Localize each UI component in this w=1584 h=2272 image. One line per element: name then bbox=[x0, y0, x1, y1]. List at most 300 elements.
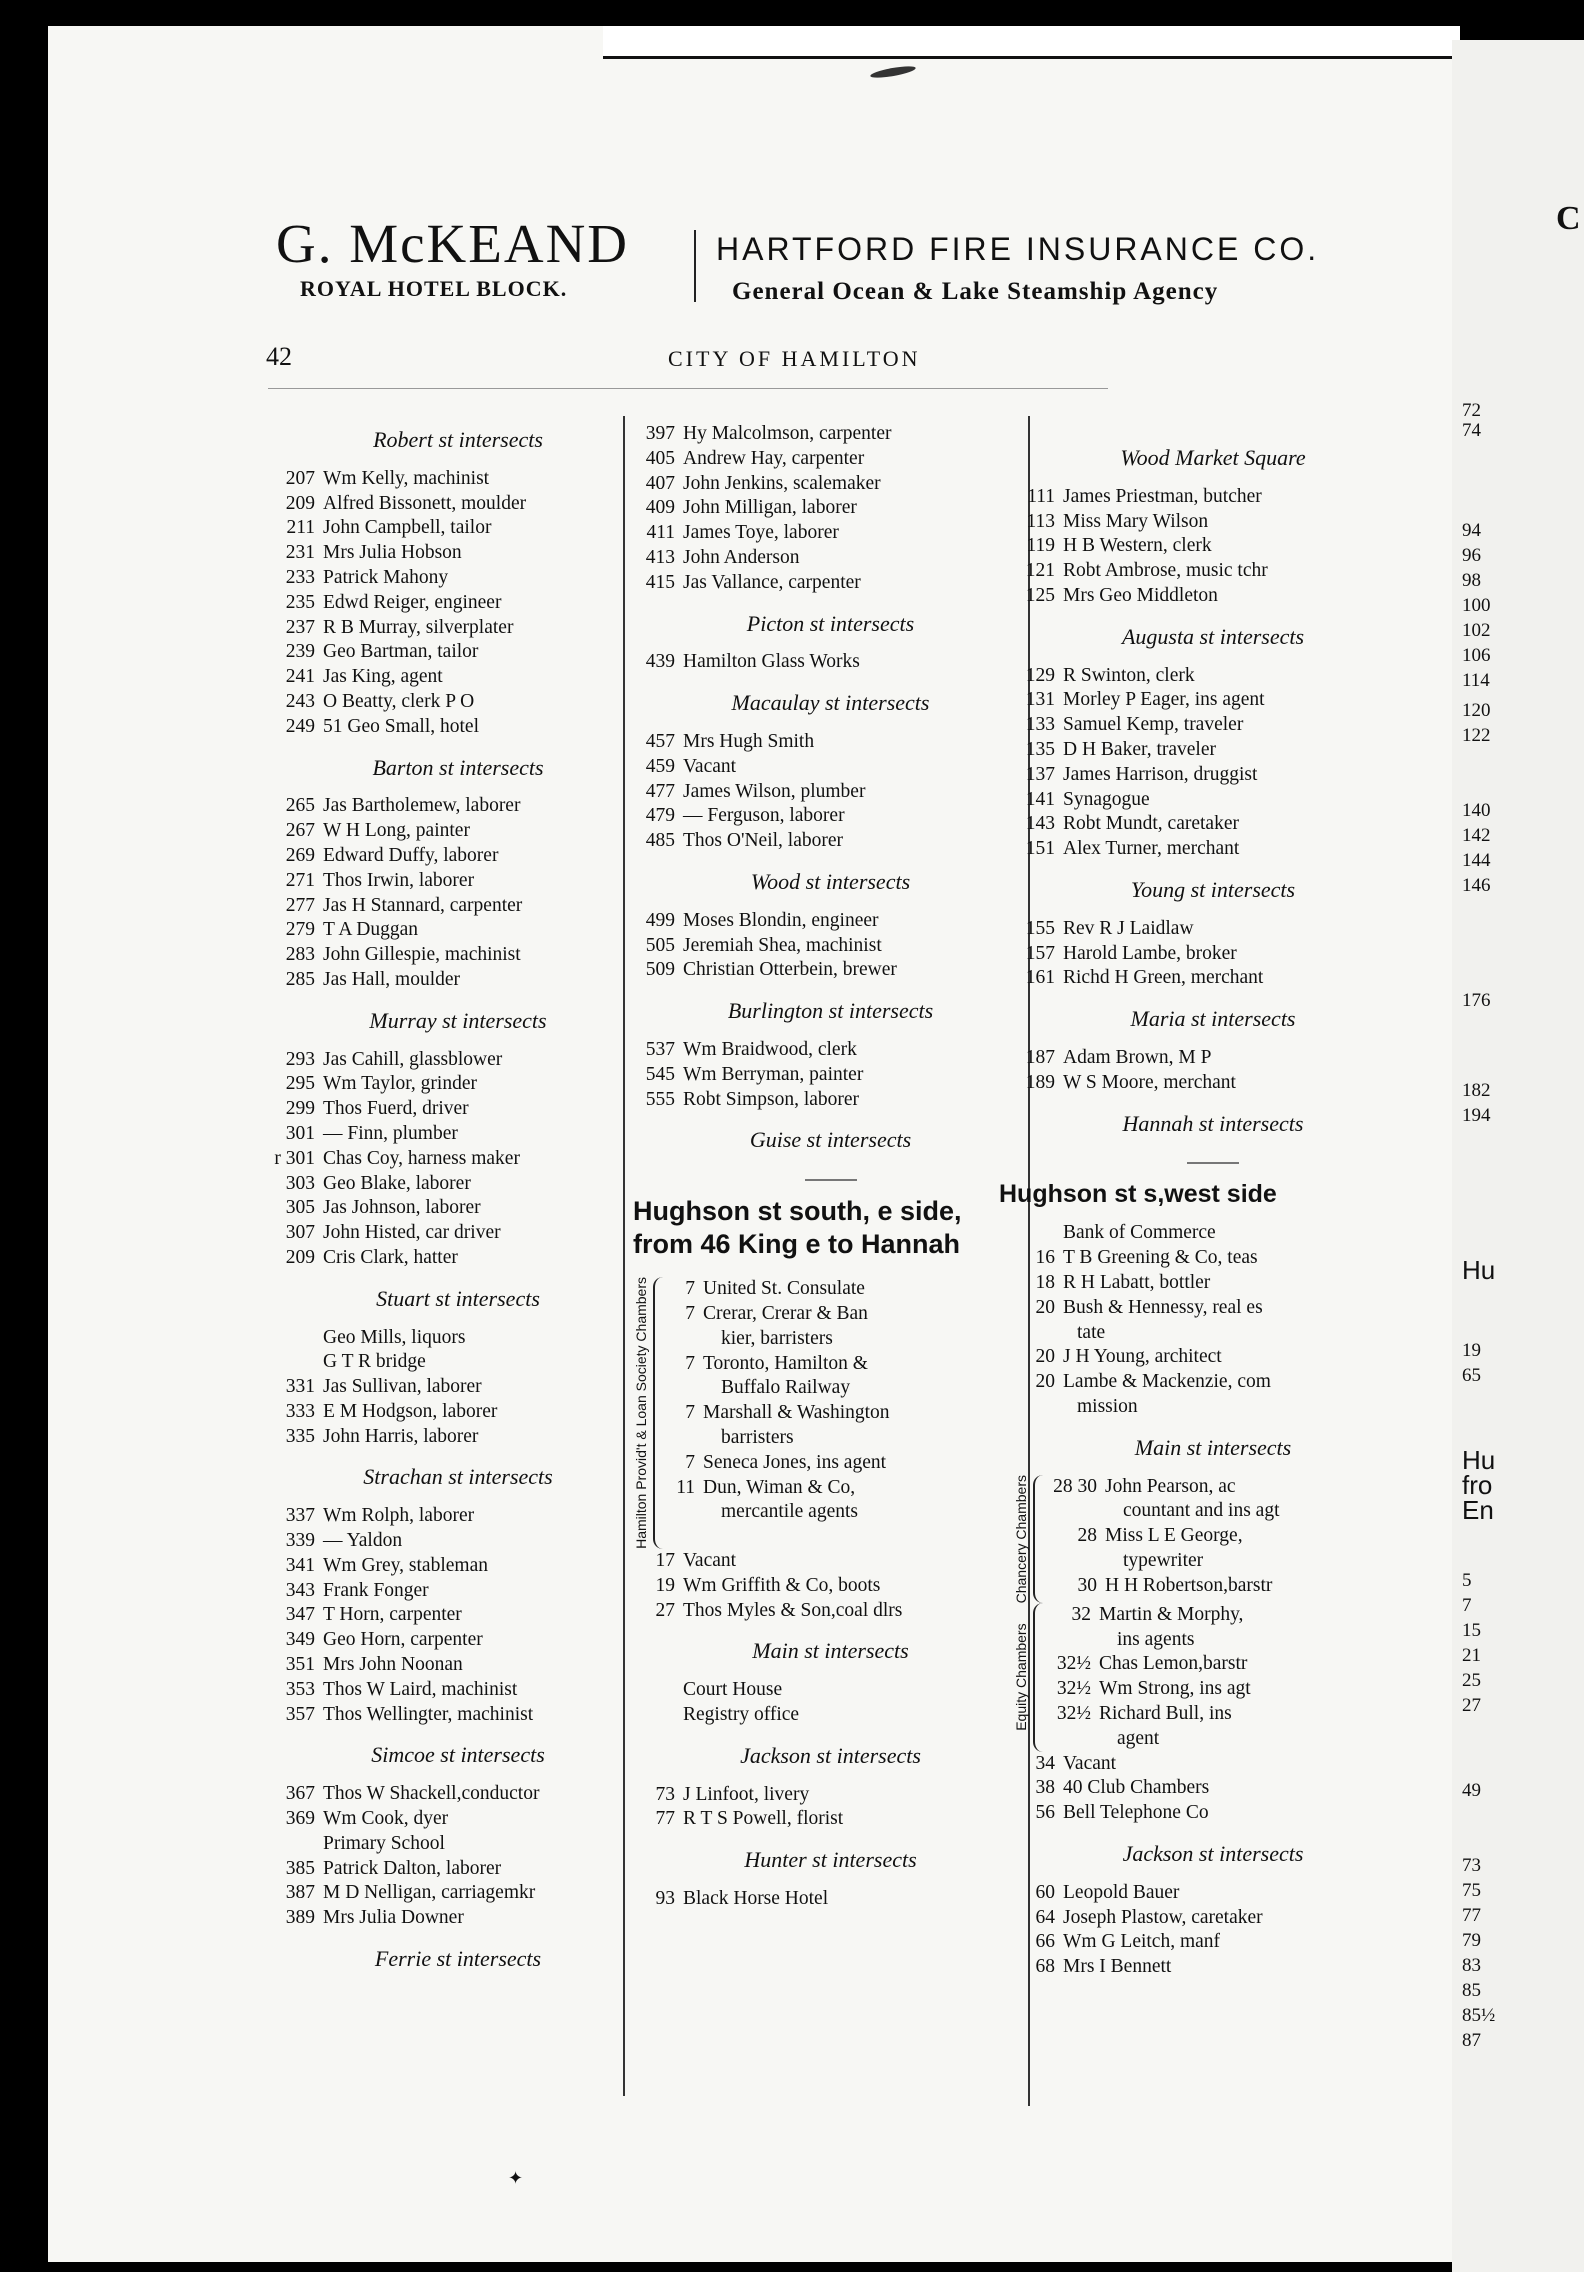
bracket-entry bbox=[671, 1401, 890, 1426]
facing-page-fragment: 79 bbox=[1462, 1930, 1481, 1951]
entry-text: 40 Club Chambers bbox=[1063, 1777, 1210, 1799]
listing-entry bbox=[633, 730, 1028, 755]
facing-page-fragment: 194 bbox=[1462, 1105, 1491, 1126]
entry-text: T Horn, carpenter bbox=[323, 1604, 462, 1626]
section-title-hughson-east: Hughson st south, e side, from 46 King e to Hannah bbox=[633, 1196, 962, 1260]
street-heading: Guise st intersects bbox=[749, 1127, 912, 1153]
house-number: 60 bbox=[1035, 1881, 1055, 1903]
entry-text: Court House bbox=[683, 1679, 783, 1701]
house-number: 16 bbox=[1035, 1247, 1055, 1269]
house-number: 66 bbox=[1035, 1931, 1055, 1953]
house-number: 409 bbox=[645, 497, 675, 519]
entry-text: countant and ins agt bbox=[1123, 1500, 1280, 1522]
listing-entry bbox=[273, 492, 643, 517]
advertiser-name: G. McKEAND bbox=[276, 213, 630, 274]
listing-entry bbox=[1013, 664, 1413, 689]
listing-entry bbox=[1013, 713, 1413, 738]
section-title-hughson-west: Hughson st s,west side bbox=[999, 1180, 1277, 1209]
listing-entry bbox=[633, 755, 1028, 780]
entry-text: Wm Grey, stableman bbox=[323, 1554, 488, 1576]
house-number: 20 bbox=[1035, 1371, 1055, 1393]
entry-text: Geo Blake, laborer bbox=[323, 1172, 471, 1194]
house-number: 32 bbox=[1071, 1603, 1091, 1625]
entry-text: Thos O'Neil, laborer bbox=[683, 830, 844, 852]
listing-entry bbox=[1013, 559, 1413, 584]
house-number: 28 30 bbox=[1053, 1475, 1097, 1497]
facing-page-fragment: 65 bbox=[1462, 1365, 1481, 1386]
chancery-chambers bbox=[1013, 1475, 1413, 1603]
entry-text: J Linfoot, livery bbox=[683, 1783, 810, 1805]
entry-text: Bell Telephone Co bbox=[1063, 1802, 1209, 1824]
listing-entry bbox=[273, 467, 643, 492]
house-number: 20 bbox=[1035, 1346, 1055, 1368]
house-number: 231 bbox=[285, 542, 315, 564]
entry-text: O Beatty, clerk P O bbox=[323, 690, 475, 712]
house-number: 239 bbox=[285, 641, 315, 663]
entry-text: Lambe & Mackenzie, com bbox=[1063, 1371, 1271, 1393]
equity-chambers bbox=[1013, 1603, 1413, 1752]
house-number: 305 bbox=[285, 1197, 315, 1219]
listing-entry bbox=[273, 1350, 643, 1375]
listing-entry bbox=[273, 1504, 643, 1529]
listing-entry bbox=[1013, 1801, 1413, 1826]
listing-entry bbox=[273, 715, 643, 740]
house-number: 351 bbox=[285, 1654, 315, 1676]
house-number: 137 bbox=[1025, 763, 1055, 785]
house-number: 113 bbox=[1026, 510, 1055, 532]
listing-entry bbox=[1013, 1955, 1413, 1980]
house-number: 237 bbox=[285, 616, 315, 638]
listing-entry bbox=[1013, 1906, 1413, 1931]
entry-text: Robt Ambrose, music tchr bbox=[1063, 560, 1268, 582]
bracket-entries bbox=[1051, 1475, 1280, 1603]
ornament-mark: ✦ bbox=[508, 2168, 524, 2188]
insurance-company-name: HARTFORD FIRE INSURANCE CO. bbox=[716, 231, 1320, 267]
house-number: 129 bbox=[1025, 664, 1055, 686]
entry-text: Patrick Dalton, laborer bbox=[323, 1857, 502, 1879]
entry-text: Wm Rolph, laborer bbox=[323, 1505, 475, 1527]
house-number: 241 bbox=[285, 666, 315, 688]
listing-entry bbox=[633, 934, 1028, 959]
facing-page-fragment: 25 bbox=[1462, 1670, 1481, 1691]
entry-text: Wm Kelly, machinist bbox=[323, 467, 490, 489]
entry-continuation bbox=[1013, 1395, 1413, 1420]
listing-entry bbox=[1013, 1296, 1413, 1321]
bracket-entry bbox=[671, 1451, 890, 1476]
facing-page-fragment: 87 bbox=[1462, 2030, 1481, 2051]
listing-entry bbox=[1013, 1046, 1413, 1071]
listing-entry bbox=[1013, 788, 1413, 813]
street-heading: Wood Market Square bbox=[1120, 445, 1306, 470]
column-2 bbox=[633, 422, 1028, 1912]
steamship-agency: General Ocean & Lake Steamship Agency bbox=[732, 278, 1219, 305]
entry-text: Andrew Hay, carpenter bbox=[683, 447, 865, 469]
bracket-entry bbox=[1051, 1677, 1251, 1702]
facing-page-fragment: 83 bbox=[1462, 1955, 1481, 1976]
house-number: 353 bbox=[285, 1678, 315, 1700]
entry-text: Bank of Commerce bbox=[1063, 1222, 1216, 1244]
entry-text: M D Nelligan, carriagemkr bbox=[323, 1882, 536, 1904]
entry-text: R Swinton, clerk bbox=[1063, 664, 1195, 686]
entry-text: T B Greening & Co, teas bbox=[1063, 1247, 1258, 1269]
entry-text: Toronto, Hamilton & bbox=[703, 1352, 868, 1374]
running-head: CITY OF HAMILTON bbox=[668, 346, 921, 371]
house-number: 187 bbox=[1025, 1046, 1055, 1068]
house-number: 38 bbox=[1035, 1777, 1055, 1799]
listing-entry bbox=[273, 640, 643, 665]
page-number: 42 bbox=[266, 342, 292, 371]
listing-entry bbox=[633, 422, 1028, 447]
bracket-entry bbox=[1051, 1475, 1280, 1500]
entry-text: Harold Lambe, broker bbox=[1063, 942, 1237, 964]
section-rule bbox=[805, 1179, 857, 1181]
bracket-entry bbox=[1051, 1574, 1280, 1599]
house-number: 385 bbox=[285, 1857, 315, 1879]
street-heading: Barton st intersects bbox=[372, 754, 544, 780]
listing-entry bbox=[633, 1783, 1028, 1808]
entry-text: Wm Taylor, grinder bbox=[323, 1073, 477, 1095]
listing-entry bbox=[633, 571, 1028, 596]
entry-text: Rev R J Laidlaw bbox=[1063, 917, 1194, 939]
listing-entry bbox=[633, 804, 1028, 829]
listing-entry bbox=[273, 1400, 643, 1425]
house-number: 343 bbox=[285, 1579, 315, 1601]
street-heading: Murray st intersects bbox=[369, 1007, 547, 1033]
listing-entry bbox=[273, 690, 643, 715]
house-number: 20 bbox=[1035, 1296, 1055, 1318]
house-number: 357 bbox=[285, 1703, 315, 1725]
house-number: 303 bbox=[285, 1172, 315, 1194]
house-number: 7 bbox=[685, 1451, 695, 1473]
house-number: 339 bbox=[285, 1530, 315, 1552]
entry-text: James Priestman, butcher bbox=[1063, 485, 1262, 507]
entry-text: Jas Sullivan, laborer bbox=[323, 1376, 482, 1398]
street-heading: Main st intersects bbox=[752, 1638, 909, 1664]
entry-text: Wm Griffith & Co, boots bbox=[683, 1574, 881, 1596]
entry-text: G T R bridge bbox=[323, 1351, 426, 1373]
listing-entry bbox=[633, 1574, 1028, 1599]
entry-text: Vacant bbox=[1063, 1752, 1117, 1774]
bracket-entry bbox=[671, 1302, 890, 1327]
entry-text: Joseph Plastow, caretaker bbox=[1063, 1906, 1263, 1928]
entry-text: Hy Malcolmson, carpenter bbox=[683, 423, 892, 444]
entry-text: W S Moore, merchant bbox=[1063, 1071, 1236, 1093]
house-number: 299 bbox=[285, 1098, 315, 1120]
listing-entry bbox=[633, 1599, 1028, 1624]
entry-text: tate bbox=[1077, 1321, 1106, 1343]
entry-text: — Yaldon bbox=[323, 1530, 403, 1552]
column-3-listing-mid bbox=[1013, 1221, 1413, 1474]
house-number: 28 bbox=[1077, 1525, 1097, 1547]
listing-entry bbox=[633, 521, 1028, 546]
facing-page-fragment: 120 bbox=[1462, 700, 1491, 721]
entry-text: John Campbell, tailor bbox=[323, 517, 492, 539]
listing-entry bbox=[273, 1375, 643, 1400]
bracket-entry bbox=[1051, 1603, 1251, 1628]
entry-text: Marshall & Washington bbox=[703, 1402, 890, 1424]
listing-entry bbox=[273, 819, 643, 844]
bracket-label: Equity Chambers bbox=[1013, 1623, 1029, 1731]
entry-text: Jas Hall, moulder bbox=[323, 968, 461, 990]
entry-text: Thos Wellingter, machinist bbox=[323, 1703, 534, 1725]
house-number: 293 bbox=[285, 1048, 315, 1070]
column-3-listing-lower bbox=[1013, 1752, 1413, 1980]
house-number: 277 bbox=[285, 894, 315, 916]
house-number: 369 bbox=[285, 1808, 315, 1830]
street-heading: Macaulay st intersects bbox=[731, 690, 930, 716]
listing-entry bbox=[633, 1063, 1028, 1088]
entry-text: Geo Mills, liquors bbox=[323, 1326, 466, 1348]
entry-text: John Anderson bbox=[683, 546, 800, 568]
entry-text: Wm Cook, dyer bbox=[323, 1808, 449, 1830]
facing-page-fragment: 102 bbox=[1462, 620, 1491, 641]
column-3 bbox=[999, 430, 1413, 1980]
entry-text: Mrs Julia Hobson bbox=[323, 542, 462, 564]
entry-text: Geo Bartman, tailor bbox=[323, 641, 479, 663]
entry-text: Dun, Wiman & Co, bbox=[703, 1476, 856, 1498]
house-number: 243 bbox=[285, 690, 315, 712]
listing-entry bbox=[273, 591, 643, 616]
house-number: 151 bbox=[1025, 838, 1055, 860]
entry-text: Crerar, Crerar & Ban bbox=[703, 1302, 868, 1324]
entry-text: Jas Johnson, laborer bbox=[323, 1197, 481, 1219]
house-number: 387 bbox=[285, 1882, 315, 1904]
listing-entry bbox=[273, 1097, 643, 1122]
header-divider bbox=[694, 230, 696, 302]
entry-text: Cris Clark, hatter bbox=[323, 1246, 458, 1268]
house-number: 479 bbox=[645, 805, 675, 827]
facing-page-fragment: 100 bbox=[1462, 595, 1491, 616]
listing-entry bbox=[273, 1326, 643, 1351]
house-number: 7 bbox=[685, 1402, 695, 1424]
listing-entry bbox=[273, 869, 643, 894]
entry-text: Jas Bartholemew, laborer bbox=[323, 795, 521, 817]
entry-text: Richard Bull, ins bbox=[1099, 1703, 1232, 1725]
entry-text: James Toye, laborer bbox=[683, 522, 839, 544]
bracket-entry bbox=[671, 1352, 890, 1377]
house-number: 389 bbox=[285, 1907, 315, 1929]
house-number: 347 bbox=[285, 1604, 315, 1626]
listing-entry bbox=[1013, 510, 1413, 535]
facing-page-fragment: fro bbox=[1462, 1470, 1493, 1500]
street-heading: Main st intersects bbox=[1134, 1434, 1292, 1460]
entry-text: kier, barristers bbox=[721, 1327, 833, 1349]
advertiser-address: ROYAL HOTEL BLOCK. bbox=[300, 276, 568, 301]
entry-text: James Harrison, druggist bbox=[1063, 763, 1258, 785]
listing-entry bbox=[273, 1857, 643, 1882]
listing-entry bbox=[633, 829, 1028, 854]
house-number: 235 bbox=[285, 591, 315, 613]
house-number: 209 bbox=[285, 492, 315, 514]
facing-page-fragment: 146 bbox=[1462, 875, 1491, 896]
listing-entry bbox=[273, 541, 643, 566]
house-number: 407 bbox=[645, 472, 675, 494]
bracket-entry bbox=[1051, 1727, 1251, 1752]
bracket-label: Hamilton Provid't & Loan Society Chambers bbox=[633, 1277, 649, 1550]
entry-text: ins agents bbox=[1117, 1628, 1195, 1650]
facing-page-fragment: 98 bbox=[1462, 570, 1481, 591]
entry-text: Buffalo Railway bbox=[721, 1377, 851, 1399]
entry-text: Morley P Eager, ins agent bbox=[1063, 689, 1265, 711]
listing-entry bbox=[1013, 1776, 1413, 1801]
house-number: 439 bbox=[645, 651, 675, 673]
listing-entry bbox=[633, 1549, 1028, 1574]
street-heading: Maria st intersects bbox=[1130, 1006, 1296, 1032]
entry-text: H H Robertson,barstr bbox=[1105, 1574, 1273, 1596]
house-number: 211 bbox=[286, 517, 315, 539]
entry-text: Black Horse Hotel bbox=[683, 1888, 829, 1909]
house-number: 509 bbox=[645, 959, 675, 981]
house-number: 209 bbox=[285, 1246, 315, 1268]
listing-entry bbox=[1013, 1271, 1413, 1296]
entry-text: Jas Vallance, carpenter bbox=[683, 571, 861, 593]
entry-text: Patrick Mahony bbox=[323, 566, 449, 588]
entry-text: John Pearson, ac bbox=[1105, 1475, 1236, 1497]
entry-text: Wm Berryman, painter bbox=[683, 1063, 864, 1085]
house-number: 307 bbox=[285, 1222, 315, 1244]
listing-entry bbox=[273, 566, 643, 591]
bracket-entry bbox=[1051, 1652, 1251, 1677]
house-number: 121 bbox=[1025, 560, 1055, 582]
bracket-entry bbox=[1051, 1524, 1280, 1549]
listing-entry bbox=[633, 1807, 1028, 1832]
listing-entry bbox=[1013, 1881, 1413, 1906]
entry-text: Mrs Geo Middleton bbox=[1063, 584, 1218, 606]
house-number: 349 bbox=[285, 1629, 315, 1651]
listing-entry bbox=[633, 447, 1028, 472]
house-number: 267 bbox=[285, 820, 315, 842]
header-rule bbox=[268, 388, 1108, 389]
house-number: 233 bbox=[285, 566, 315, 588]
facing-page-edge bbox=[1452, 40, 1584, 2272]
house-number: 411 bbox=[646, 522, 675, 544]
entry-continuation bbox=[1013, 1321, 1413, 1346]
house-number: 68 bbox=[1035, 1956, 1055, 1978]
entry-text: Bush & Hennessy, real es bbox=[1063, 1296, 1263, 1318]
listing-entry bbox=[1013, 966, 1413, 991]
entry-text: Wm Braidwood, clerk bbox=[683, 1038, 857, 1060]
listing-entry bbox=[1013, 1345, 1413, 1370]
listing-entry bbox=[633, 1088, 1028, 1113]
listing-entry bbox=[273, 1653, 643, 1678]
house-number: 189 bbox=[1025, 1071, 1055, 1093]
listing-entry bbox=[273, 1529, 643, 1554]
entry-text: H B Western, clerk bbox=[1063, 535, 1212, 557]
house-number: 505 bbox=[645, 934, 675, 956]
entry-text: United St. Consulate bbox=[703, 1278, 865, 1300]
listing-entry bbox=[273, 1425, 643, 1450]
facing-page-fragment: 15 bbox=[1462, 1620, 1481, 1641]
facing-page-fragment: 75 bbox=[1462, 1880, 1481, 1901]
listing-entry bbox=[1013, 738, 1413, 763]
house-number: 283 bbox=[285, 944, 315, 966]
entry-text: R T S Powell, florist bbox=[683, 1808, 844, 1830]
entry-text: Mrs Julia Downer bbox=[323, 1907, 464, 1929]
facing-page-fragment: 96 bbox=[1462, 545, 1481, 566]
house-number: r 301 bbox=[274, 1147, 315, 1169]
house-number: 295 bbox=[285, 1073, 315, 1095]
column-2-listing-lower bbox=[633, 1549, 1028, 1912]
facing-page-fragment: 73 bbox=[1462, 1855, 1481, 1876]
entry-text: W H Long, painter bbox=[323, 820, 470, 842]
entry-text: mission bbox=[1077, 1395, 1138, 1417]
house-number: 32½ bbox=[1056, 1678, 1091, 1700]
listing-entry bbox=[273, 794, 643, 819]
listing-entry bbox=[273, 1881, 643, 1906]
facing-page-fragment: 27 bbox=[1462, 1695, 1481, 1716]
listing-entry bbox=[273, 1122, 643, 1147]
house-number: 161 bbox=[1025, 967, 1055, 989]
entry-text: Frank Fonger bbox=[323, 1579, 429, 1601]
entry-text: T A Duggan bbox=[323, 919, 418, 941]
listing-entry bbox=[273, 1807, 643, 1832]
house-number: 301 bbox=[285, 1122, 315, 1144]
column-1 bbox=[273, 412, 643, 1986]
entry-text: Jas King, agent bbox=[323, 666, 443, 688]
street-heading: Augusta st intersects bbox=[1121, 623, 1305, 649]
entry-text: Primary School bbox=[323, 1832, 445, 1854]
facing-page-fragment: 122 bbox=[1462, 725, 1491, 746]
entry-text: Thos Fuerd, driver bbox=[323, 1098, 469, 1120]
house-number: 141 bbox=[1025, 788, 1055, 810]
entry-text: James Wilson, plumber bbox=[683, 780, 866, 802]
directory-page bbox=[48, 26, 1460, 2262]
house-number: 499 bbox=[645, 909, 675, 931]
entry-text: Martin & Morphy, bbox=[1099, 1603, 1244, 1625]
house-number: 111 bbox=[1027, 485, 1055, 507]
entry-text: John Harris, laborer bbox=[323, 1425, 479, 1447]
bracket-label: Chancery Chambers bbox=[1013, 1474, 1029, 1603]
entry-text: Thos W Laird, machinist bbox=[323, 1678, 518, 1700]
bracket-entry bbox=[671, 1376, 890, 1401]
listing-entry bbox=[273, 943, 643, 968]
street-heading: Hunter st intersects bbox=[744, 1847, 917, 1873]
entry-text: barristers bbox=[721, 1426, 794, 1448]
house-number: 279 bbox=[285, 919, 315, 941]
house-number: 17 bbox=[655, 1550, 675, 1572]
listing-entry bbox=[633, 958, 1028, 983]
entry-text: Geo Horn, carpenter bbox=[323, 1629, 483, 1651]
entry-text: Thos Myles & Son,coal dlrs bbox=[683, 1599, 903, 1621]
listing-entry bbox=[1013, 763, 1413, 788]
listing-entry bbox=[273, 1579, 643, 1604]
entry-text: Wm Strong, ins agt bbox=[1099, 1678, 1251, 1700]
listing-entry bbox=[633, 1703, 1028, 1728]
house-number: 337 bbox=[285, 1505, 315, 1527]
entry-text: Jas H Stannard, carpenter bbox=[323, 894, 523, 916]
house-number: 555 bbox=[645, 1088, 675, 1110]
bracket-entry bbox=[1051, 1499, 1280, 1524]
entry-text: 51 Geo Small, hotel bbox=[323, 715, 479, 737]
house-number: 207 bbox=[285, 467, 315, 489]
entry-text: Alex Turner, merchant bbox=[1063, 838, 1240, 860]
entry-text: J H Young, architect bbox=[1063, 1346, 1222, 1368]
house-number: 265 bbox=[285, 795, 315, 817]
house-number: 30 bbox=[1077, 1574, 1097, 1596]
listing-entry bbox=[273, 968, 643, 993]
entry-text: Leopold Bauer bbox=[1063, 1881, 1180, 1903]
facing-page-fragment: 94 bbox=[1462, 520, 1481, 541]
provident-loan-chambers bbox=[633, 1277, 1028, 1549]
brace bbox=[1033, 1603, 1045, 1752]
house-number: 64 bbox=[1035, 1906, 1055, 1928]
facing-page-fragment: 7 bbox=[1462, 1595, 1472, 1616]
entry-text: R B Murray, silverplater bbox=[323, 616, 514, 638]
street-heading: Wood st intersects bbox=[750, 868, 911, 894]
bracket-entry bbox=[671, 1426, 890, 1451]
listing-entry bbox=[1013, 1071, 1413, 1096]
house-number: 271 bbox=[285, 869, 315, 891]
